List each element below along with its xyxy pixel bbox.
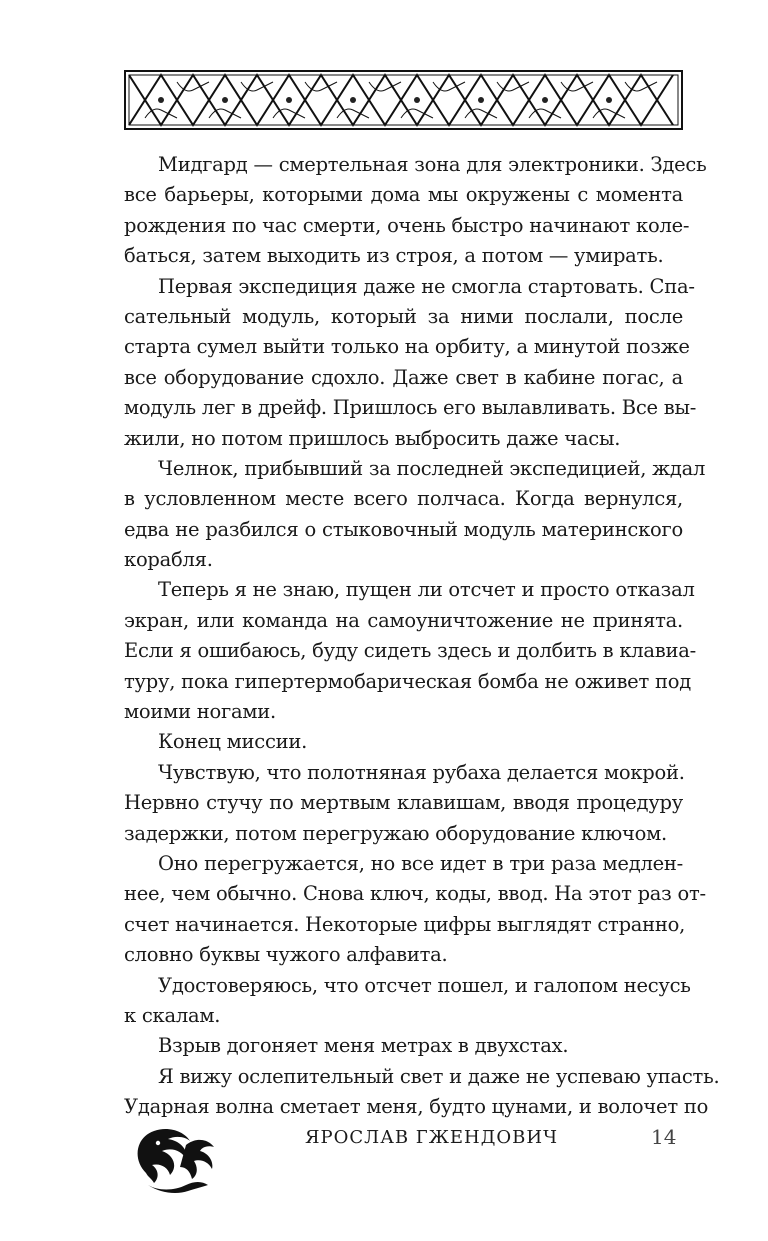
paragraph (124, 1031, 683, 1061)
text-line: сательный модуль, который за ними послали, после (124, 304, 683, 328)
text-line: Нервно стучу по мертвым клавишам, вводя процедуру (124, 791, 683, 815)
text-line: все барьеры, которыми дома мы окружены с момента (124, 183, 683, 207)
text-line: счет начинается. Некоторые цифры выглядят странно, (124, 912, 686, 936)
text-line: моими ногами. (124, 700, 276, 724)
paragraph (124, 1062, 720, 1123)
page-number: 14 (651, 1125, 677, 1149)
text-line: рождения по час смерти, очень быстро начинают коле- (124, 213, 690, 237)
text-line: Мидгард — смертельная зона для электроники. Здесь (158, 153, 707, 176)
text-line: Конец миссии. (158, 730, 308, 754)
paragraph (124, 849, 706, 971)
text-line: нее, чем обычно. Снова ключ, коды, ввод. На этот раз от- (124, 882, 706, 906)
text-line: жили, но потом пришлось выбросить даже часы. (124, 426, 621, 450)
text-line: модуль лег в дрейф. Пришлось его вылавливать. Все вы- (124, 396, 697, 420)
text-line: Если я ошибаюсь, буду сидеть здесь и долбить в клавиа- (124, 639, 696, 663)
paragraph (124, 272, 697, 454)
paragraph (124, 727, 683, 757)
text-line: к скалам. (124, 1003, 221, 1027)
paragraph (124, 454, 706, 576)
author-name: ЯРОСЛАВ ГЖЕНДОВИЧ (305, 1127, 558, 1148)
text-line: задержки, потом перегружаю оборудование ключом. (124, 821, 667, 845)
text-line: Ударная волна сметает меня, будто цунами, и волочет по (124, 1095, 709, 1119)
text-line: Удостоверяюсь, что отсчет пошел, и галопом несусь (158, 973, 691, 997)
text-line: Теперь я не знаю, пущен ли отсчет и просто отказал (158, 578, 695, 602)
text-line: Первая экспедиция даже не смогла стартовать. Спа- (158, 274, 695, 298)
ornamental-border-icon (124, 70, 683, 130)
text-line: Я вижу ослепительный свет и даже не успеваю упасть. (158, 1064, 720, 1088)
paragraph (124, 150, 707, 272)
paragraph (124, 971, 691, 1032)
paragraph (124, 758, 683, 849)
page-footer (0, 1115, 768, 1195)
text-line: в условленном месте всего полчаса. Когда вернулся, (124, 487, 683, 511)
text-line: старта сумел выйти только на орбиту, а минутой позже (124, 335, 690, 359)
text-line: едва не разбился о стыковочный модуль материнского (124, 517, 683, 541)
text-line: корабля. (124, 548, 213, 572)
text-line: баться, затем выходить из строя, а потом — умирать. (124, 244, 664, 268)
text-line: Взрыв догоняет меня метрах в двухстах. (158, 1034, 569, 1058)
body-text (124, 150, 720, 1123)
paragraph (124, 575, 696, 727)
text-line: Чувствую, что полотняная рубаха делается мокрой. (158, 760, 685, 784)
text-line: словно буквы чужого алфавита. (124, 943, 448, 967)
dragon-emblem-icon (128, 1115, 224, 1195)
text-line: Оно перегружается, но все идет в три раза медлен- (158, 851, 683, 875)
text-line: Челнок, прибывший за последней экспедицией, ждал (158, 456, 706, 480)
text-line: экран, или команда на самоуничтожение не принята. (124, 608, 683, 632)
text-line: туру, пока гипертермобарическая бомба не оживет под (124, 669, 691, 693)
text-line: все оборудование сдохло. Даже свет в кабине погас, а (124, 365, 683, 389)
